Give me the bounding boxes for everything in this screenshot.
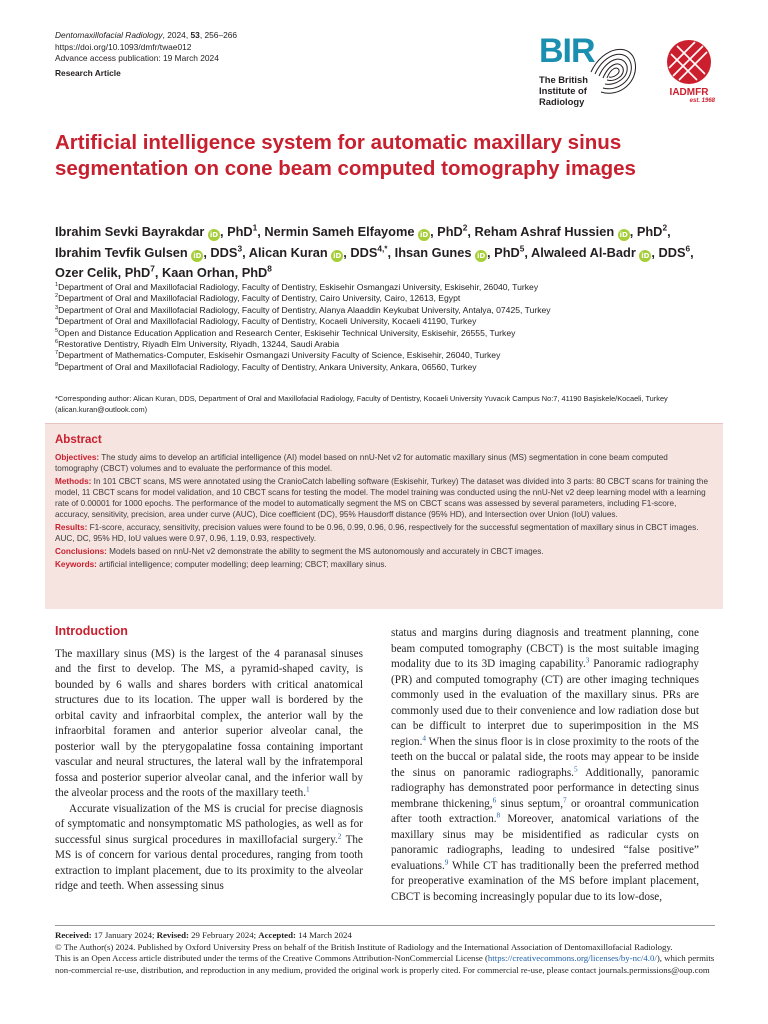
iadmfr-est: est. 1968 [689, 98, 715, 104]
affiliation [55, 282, 715, 293]
bir-logo-letters: BIR [539, 32, 595, 70]
author-affil-sup [377, 243, 387, 253]
body-column-left [55, 624, 363, 895]
author-sep: , [387, 244, 395, 260]
orcid-icon[interactable]: iD [193, 251, 202, 260]
orcid-icon[interactable]: iD [209, 231, 219, 239]
author-name: Kaan Orhan, PhD [162, 265, 268, 280]
affiliation-text: Department of Oral and Maxillofacial Radiology, Faculty of Dentistry, Cairo University, Cairo, 12613, Egypt [58, 293, 461, 304]
reference-link[interactable]: 3 [585, 656, 590, 665]
corresponding-star: * [384, 243, 388, 254]
intro-text: Accurate visualization of the MS is crucial for precise diagnosis of symptomatic and nonsymptomatic MS pathologies, as well as for successful sinus surgical procedures in maxillofacial surgery. [55, 802, 363, 846]
orcid-icon[interactable]: iD [333, 251, 342, 260]
author-affil-sup: 5 [519, 243, 525, 254]
abstract-text: Models based on nnU-Net v2 demonstrate the ability to segment the MS autonomously and accurately in CBCT images. [106, 547, 544, 556]
article-title: Artificial intelligence system for automatic maxillary sinus segmentation on cone beam computed tomography images [55, 131, 636, 180]
intro-text: The maxillary sinus (MS) is the largest of the 4 paranasal sinuses and the first to develop. The MS, a pyramid-shaped cavity, is bounded by 6 walls and shares borders with critical anatomical structures due to its location. The upper wall is bordered by the orbital cavity and infraorbital complex, the anterior wall by the infraorbital foramen and anterior superior alveolar canal, the posterior wall by the pterygopalatine fossa containing important vascular and neural structures, the lateral wall by the infratemporal fossa and posterior superior alveolar canal, and the inferior wall by the alveolar process and the roots of the maxillary teeth. [55, 647, 363, 799]
affiliation [55, 339, 715, 350]
abstract-label: Objectives: [55, 453, 100, 462]
author-degree: , DDS [343, 244, 378, 260]
reference-link[interactable]: 2 [337, 831, 342, 840]
intro-text: Panoramic radiography (PR) and computed tomography (CT) are other imaging techniques commonly used in the evaluation of the maxillary sinus. PRs are commonly used due to their convenience and low radiation dose but can be difficult to interpret due to superimposition in the MS region. [391, 658, 700, 748]
bir-swirl-icon [583, 36, 641, 106]
abstract-heading: Abstract [55, 434, 102, 446]
abstract-text: The study aims to develop an artificial intelligence (AI) model based on nnU-Net v2 for automatic maxillary sinus (MS) segmentation in cone beam computed tomography (CBCT) volumes and to evaluate the performance of this model. [55, 453, 668, 473]
orcid-icon[interactable]: iD [476, 251, 486, 260]
journal-name: Dentomaxillofacial Radiology [55, 30, 163, 40]
abstract-keywords [55, 559, 713, 570]
article-dates [55, 930, 715, 942]
affiliation-num: 8 [55, 361, 59, 368]
introduction-heading: Introduction [55, 624, 128, 638]
journal-citation [55, 30, 237, 42]
abstract-text: F1-score, accuracy, sensitivity, precision values were found to be 0.96, 0.99, 0.96, 0.96, respectively for the successful segmentation of maxillary sinus in CBCT images. AUC, DC, 95% HD, IoU values were 0.97, 0.96, 1.19, 0.93, respectively. [55, 523, 699, 543]
author-sep: , [242, 244, 249, 260]
abstract-label: Keywords: [55, 560, 97, 569]
abstract-text: In 101 CBCT scans, MS were annotated using the CranioCatch labelling software (Eskisehir, Turkey) The dataset was divided into 3 parts: 80 CBCT scans for training the model, 11 CBCT scans for model validation, and 10 CBCT scans for testing the model. The model training was conducted using the nnU-Net v2 deep learning model with a learning rate of 0.00001 for 1000 epochs. The performance of the model to automatically segment the MS on CBCT scans was assessed by several parameters, including F1-score, accuracy, sensitivity, precision, area under curve (AUC), Dice coefficient (DC), 95% Hausdorff distance (95% HD), and Intersection over Union (IoU) values. [55, 477, 709, 519]
reference-link[interactable]: 5 [573, 764, 578, 773]
author-affil-sup: 2 [462, 222, 468, 233]
author-affil-sup: 2 [662, 222, 668, 233]
abstract-conclusions [55, 546, 713, 557]
affiliation-num: 6 [55, 339, 59, 346]
author-sep: , [667, 224, 671, 239]
intro-text: Additionally, panoramic radiography has demonstrated poor performance in detecting sinus membrane thickening, [391, 766, 699, 810]
bir-line-3: Radiology [539, 96, 585, 107]
accepted-date: 14 March 2024 [295, 930, 352, 940]
reference-link[interactable]: 1 [306, 785, 310, 794]
footer-divider [55, 925, 715, 926]
bir-line-1: The British [539, 74, 588, 85]
author[interactable] [264, 224, 474, 239]
author[interactable] [55, 265, 162, 280]
affiliation [55, 350, 715, 361]
affiliation-num: 5 [55, 327, 59, 334]
abstract-text: artificial intelligence; computer modelling; deep learning; CBCT; maxillary sinus. [96, 560, 387, 569]
intro-text: Moreover, anatomical variations of the maxillary sinus may be misidentified as radicular cysts on panoramic radiographs, leading to undesired “false positive” evaluations. [391, 813, 699, 872]
abstract-results [55, 522, 713, 544]
journal-meta [55, 30, 237, 79]
author-sep: , [257, 224, 265, 239]
journal-pages: , 256–266 [199, 30, 238, 40]
affiliation-list [55, 282, 715, 373]
intro-text: status and margins during diagnosis and treatment planning, cone beam computed tomography (CBCT) is the most suitable imaging modality due to its 3D imaging capability. [391, 627, 699, 670]
abstract-label: Results: [55, 523, 88, 532]
affiliation-num: 4 [55, 316, 59, 323]
bir-line-2: Institute of [539, 85, 587, 96]
author-affil-sup: 1 [252, 222, 258, 233]
affiliation [55, 293, 715, 304]
author-sep: , [524, 244, 532, 260]
affiliation-text: Department of Oral and Maxillofacial Radiology, Faculty of Dentistry, Ankara University, Ankara, 06560, Turkey [58, 361, 477, 372]
orcid-icon[interactable]: iD [641, 251, 650, 260]
bir-logo-text [539, 74, 588, 107]
affiliation-text: Department of Oral and Maxillofacial Radiology, Faculty of Dentistry, Kocaeli University, Kocaeli 41190, Turkey [58, 316, 477, 327]
affiliation [55, 305, 715, 316]
abstract-box [45, 423, 723, 609]
license-text: This is an Open Access article distributed under the terms of the Creative Commons Attribution-NonCommercial License ( [55, 953, 488, 963]
author[interactable] [162, 265, 272, 280]
author[interactable] [395, 245, 531, 260]
abstract-label: Conclusions: [55, 547, 107, 556]
affiliation-text: Open and Distance Education Application and Research Center, Eskisehir Technical University, Eskisehir, 26555, Turkey [58, 327, 516, 338]
author[interactable] [531, 245, 694, 260]
affiliation-text: Department of Oral and Maxillofacial Radiology, Faculty of Dentistry, Eskisehir Osmangazi University, Eskisehir, 26040, Turkey [58, 282, 539, 292]
author-sep: , [690, 244, 694, 260]
author[interactable] [475, 224, 671, 239]
affiliation [55, 362, 715, 373]
author-degree: , DDS [651, 244, 686, 260]
abstract-methods [55, 476, 713, 520]
affiliation-text: Department of Mathematics-Computer, Eskisehir Osmangazi University Faculty of Science, Eskisehir, 26040, Turkey [58, 350, 501, 361]
author-name: Nermin Sameh Elfayome [264, 224, 415, 239]
author-name: Ozer Celik, PhD [55, 265, 151, 280]
received-label: Received: [55, 930, 92, 940]
author-affil-sup: 3 [237, 243, 243, 254]
author-name: Ibrahim Tevfik Gulsen [55, 244, 188, 260]
affiliation [55, 316, 715, 327]
affiliation-text: Department of Oral and Maxillofacial Radiology, Faculty of Dentistry, Alanya Alaaddin Keykubat University, Antalya, 07425, Turkey [58, 304, 551, 315]
author-degree: , PhD [430, 224, 463, 239]
page-footer [55, 930, 715, 976]
advance-access: Advance access publication: 19 March 2024 [55, 53, 219, 64]
body-column-right [391, 626, 699, 905]
iadmfr-logo [663, 36, 715, 106]
abstract-label: Methods: [55, 477, 92, 486]
reference-link[interactable]: 8 [496, 811, 501, 820]
reference-link[interactable]: 9 [444, 857, 449, 866]
iadmfr-globe-icon [663, 36, 715, 88]
page-header [55, 30, 715, 110]
abstract-objectives [55, 452, 713, 474]
affiliation-text: Restorative Dentistry, Riyadh Elm University, Riyadh, 13244, Saudi Arabia [58, 339, 340, 350]
author-sep: , [154, 265, 163, 280]
reference-link[interactable]: 4 [422, 733, 427, 742]
iadmfr-name: IADMFR [669, 87, 709, 98]
bir-logo [539, 34, 639, 108]
received-date: 17 January 2024; [91, 930, 157, 940]
affiliation-num: 1 [55, 282, 59, 289]
author-affil-sup: 7 [150, 263, 155, 274]
orcid-icon[interactable]: iD [619, 231, 628, 239]
article-type: Research Article [55, 67, 121, 78]
author-list [55, 222, 715, 284]
author[interactable] [55, 224, 264, 239]
accepted-label: Accepted: [258, 930, 296, 940]
author-degree: , DDS [203, 244, 238, 260]
author-affil-num: 4, [377, 243, 385, 254]
abstract-body [55, 452, 713, 572]
intro-text: When the sinus floor is in close proximity to the roots of the teeth on the buccal or palatal side, the roots may appear to be inside the sinus on panoramic radiographs. [391, 735, 699, 779]
copyright: © The Author(s) 2024. Published by Oxford University Press on behalf of the British Institute of Radiology and the International Association of Dentomaxillofacial Radiology. [55, 941, 673, 952]
affiliation [55, 328, 715, 339]
revised-label: Revised: [156, 930, 189, 940]
reference-link[interactable]: 7 [563, 795, 567, 804]
reference-link[interactable]: 6 [492, 795, 497, 804]
license [55, 953, 715, 976]
doi-link[interactable]: https://doi.org/10.1093/dmfr/twae012 [55, 41, 192, 52]
affiliation-num: 7 [55, 350, 59, 357]
license-link[interactable]: https://creativecommons.org/licenses/by-nc/4.0/ [487, 953, 657, 963]
author-degree: , PhD [219, 224, 253, 239]
author[interactable] [55, 245, 249, 260]
journal-year: , 2024, [162, 30, 191, 40]
author-name: Alican Kuran [248, 244, 328, 260]
intro-text: or oroantral communication after tooth extraction. [391, 797, 699, 825]
author-degree: , PhD [629, 224, 663, 239]
intro-paragraph [55, 802, 363, 895]
license-text: ), which permits non-commercial re-use, distribution, and reproduction in any medium, provided the original work is properly cited. For commercial re-use, please contact journals.permissions@oup.com [55, 953, 715, 975]
author-degree: , PhD [487, 244, 520, 260]
intro-paragraph [55, 647, 363, 802]
corresponding-author: *Corresponding author: Alican Kuran, DDS, Department of Oral and Maxillofacial Radiology, Faculty of Dentistry, Kocaeli University Yuvacık Campus No:7, 41190 Başiskele/Kocaeli, Turkey (alican.kuran@outlook.com) [55, 394, 668, 414]
author-name: Ihsan Gunes [394, 244, 472, 260]
affiliation-num: 3 [55, 304, 59, 311]
author-name: Reham Ashraf Hussien [474, 224, 615, 239]
author[interactable] [249, 245, 395, 260]
intro-text: The MS is of concern for various dental procedures, ranging from tooth extraction to implant placement, due to its proximity to the alveolar ridge and teeth. When assessing sinus [55, 833, 363, 892]
journal-volume: 53 [190, 30, 200, 40]
revised-date: 29 February 2024; [188, 930, 259, 940]
intro-text: sinus septum, [496, 797, 564, 810]
intro-paragraph [391, 626, 699, 905]
author-affil-sup: 8 [267, 263, 272, 274]
author-name: Ibrahim Sevki Bayrakdar [55, 224, 205, 239]
intro-text: While CT has traditionally been the preferred method for preoperative examination of the MS before implant placement, CBCT is becoming increasingly popular due to its low-dose, [391, 859, 699, 903]
author-affil-sup: 6 [685, 243, 691, 254]
affiliation-num: 2 [55, 293, 59, 300]
orcid-icon[interactable]: iD [419, 231, 429, 239]
author-sep: , [467, 224, 475, 239]
author-name: Alwaleed Al-Badr [531, 244, 636, 260]
